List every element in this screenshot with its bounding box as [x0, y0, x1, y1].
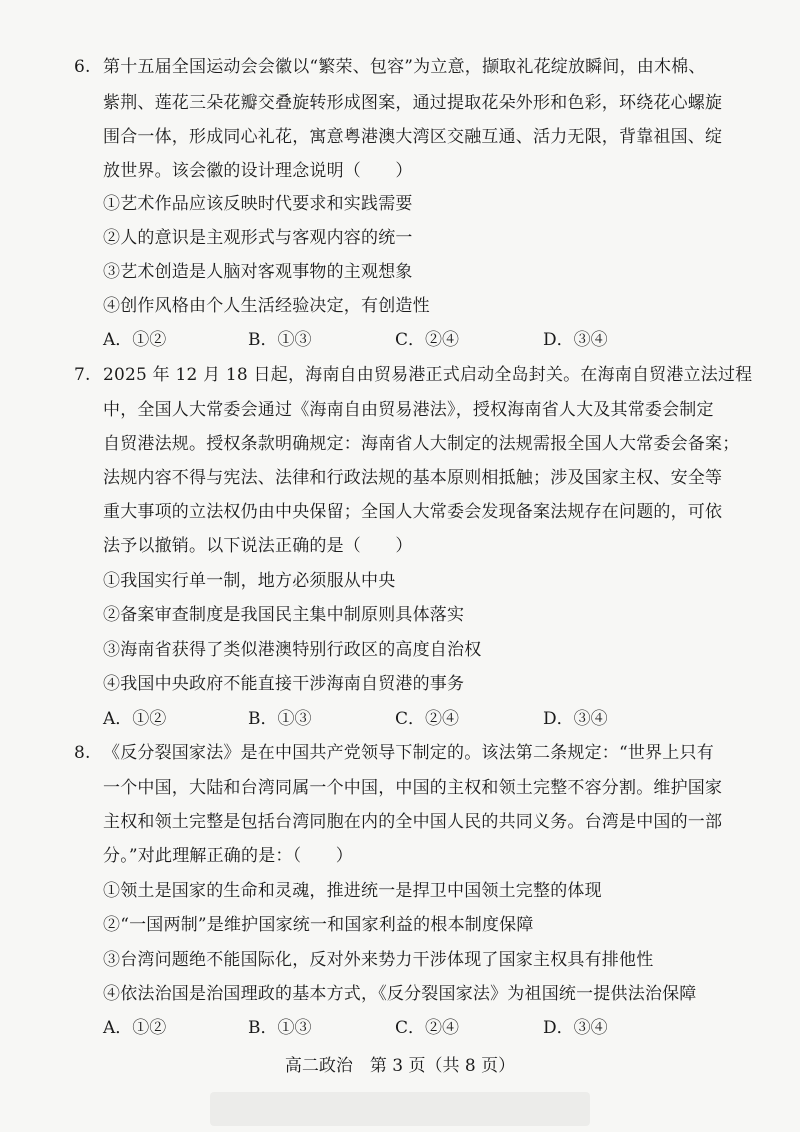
scan-blank-area	[210, 1092, 590, 1126]
statement-7-2: ②备案审查制度是我国民主集中制原则具体落实	[103, 605, 465, 625]
question-6-line-1: 6. 第十五届全国运动会会徽以“繁荣、包容”为立意，撷取礼花绽放瞬间，由木棉、	[74, 57, 706, 77]
option-a: A．①②	[103, 1018, 167, 1038]
option-a: A．①②	[103, 330, 167, 350]
question-6-line-2: 紫荆、莲花三朵花瓣交叠旋转形成图案，通过提取花朵外形和色彩，环绕花心螺旋	[103, 93, 723, 113]
option-b: B．①③	[248, 330, 312, 350]
statement-8-4: ④依法治国是治国理政的基本方式，《反分裂国家法》为祖国统一提供法治保障	[103, 984, 697, 1004]
statement-7-1: ①我国实行单一制，地方必须服从中央	[103, 571, 396, 591]
option-c: C．②④	[395, 709, 460, 729]
question-8-line-2: 一个中国，大陆和台湾同属一个中国，中国的主权和领土完整不容分割。维护国家	[103, 778, 723, 798]
statement-6-1: ①艺术作品应该反映时代要求和实践需要	[103, 194, 413, 214]
option-b: B．①③	[248, 1018, 312, 1038]
statement-8-1: ①领土是国家的生命和灵魂，推进统一是捍卫中国领土完整的体现	[103, 881, 602, 901]
option-c: C．②④	[395, 330, 460, 350]
question-8-line-4: 分。”对此理解正确的是：（ ）	[103, 846, 353, 866]
statement-6-2: ②人的意识是主观形式与客观内容的统一	[103, 228, 413, 248]
question-7-line-5: 重大事项的立法权仍由中央保留；全国人大常委会发现备案法规存在问题的，可依	[103, 502, 723, 522]
question-number: 6.	[74, 57, 91, 77]
question-7-line-2: 中，全国人大常委会通过《海南自由贸易港法》，授权海南省人大及其常委会制定	[103, 400, 714, 420]
option-b: B．①③	[248, 709, 312, 729]
question-8-line-1: 8. 《反分裂国家法》是在中国共产党领导下制定的。该法第二条规定：“世界上只有	[74, 743, 714, 763]
question-number: 7.	[74, 365, 91, 385]
option-d: D．③④	[543, 1018, 608, 1038]
statement-7-3: ③海南省获得了类似港澳特别行政区的高度自治权	[103, 640, 482, 660]
statement-8-3: ③台湾问题绝不能国际化，反对外来势力干涉体现了国家主权具有排他性	[103, 950, 654, 970]
question-7-line-4: 法规内容不得与宪法、法律和行政法规的基本原则相抵触；涉及国家主权、安全等	[103, 468, 723, 488]
statement-7-4: ④我国中央政府不能直接干涉海南自贸港的事务	[103, 674, 465, 694]
option-d: D．③④	[543, 709, 608, 729]
question-8-line-3: 主权和领土完整是包括台湾同胞在内的全中国人民的共同义务。台湾是中国的一部	[103, 812, 723, 832]
option-c: C．②④	[395, 1018, 460, 1038]
question-6-line-3: 围合一体，形成同心礼花，寓意粤港澳大湾区交融互通、活力无限，背靠祖国、绽	[103, 127, 723, 147]
question-number: 8.	[74, 743, 91, 763]
page-footer: 高二政治 第 3 页（共 8 页）	[284, 1056, 516, 1076]
question-7-line-1: 7. 2025 年 12 月 18 日起，海南自由贸易港正式启动全岛封关。在海南自贸港立法过程	[74, 365, 753, 385]
option-d: D．③④	[543, 330, 608, 350]
question-7-line-3: 自贸港法规。授权条款明确规定：海南省人大制定的法规需报全国人大常委会备案；	[103, 434, 740, 454]
option-a: A．①②	[103, 709, 167, 729]
question-7-line-6: 法予以撤销。以下说法正确的是（ ）	[103, 536, 413, 556]
question-6-line-4: 放世界。该会徽的设计理念说明（ ）	[103, 161, 413, 181]
statement-8-2: ②“一国两制”是维护国家统一和国家利益的根本制度保障	[103, 915, 534, 935]
statement-6-3: ③艺术创造是人脑对客观事物的主观想象	[103, 262, 413, 282]
statement-6-4: ④创作风格由个人生活经验决定，有创造性	[103, 296, 430, 316]
